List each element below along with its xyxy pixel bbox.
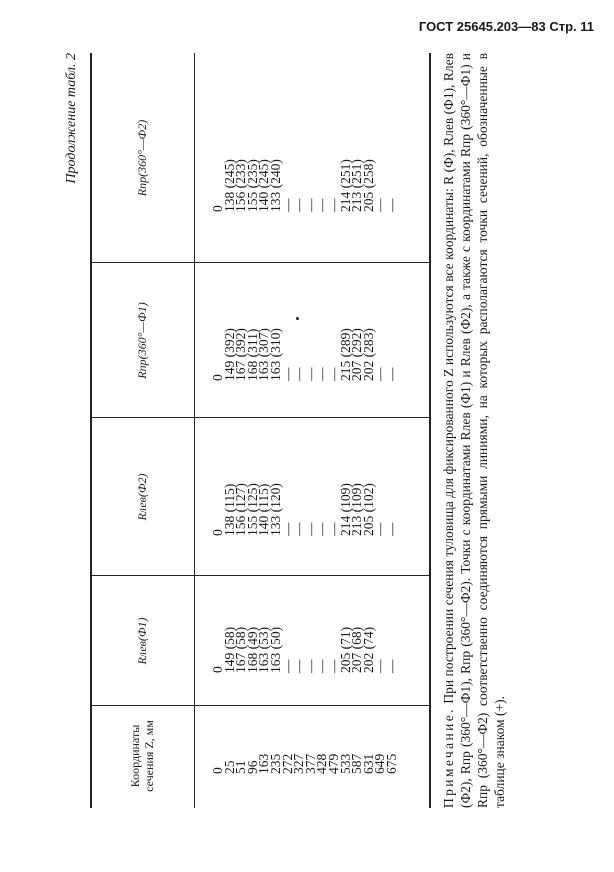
table-cell: — bbox=[383, 367, 399, 381]
table-cell: 213 (109) bbox=[349, 483, 365, 536]
table-cell: 205 (102) bbox=[360, 483, 376, 536]
table-cell: 0 bbox=[210, 205, 225, 212]
table-cell: 587 bbox=[349, 753, 365, 774]
table-cell: 163 (307) bbox=[256, 328, 272, 381]
table-cell: — bbox=[279, 367, 295, 381]
table-bottom-border bbox=[429, 53, 431, 808]
table-cell: — bbox=[314, 659, 330, 673]
table-cell: 156 (127) bbox=[233, 483, 249, 536]
table-cell: — bbox=[372, 522, 388, 536]
table-cell: 167 (58) bbox=[233, 626, 249, 673]
table-cell: 207 (292) bbox=[349, 328, 365, 381]
table-cell: — bbox=[279, 522, 295, 536]
table-cell: — bbox=[383, 198, 399, 212]
table-cell: 207 (68) bbox=[349, 626, 365, 673]
table-cell: — bbox=[302, 522, 318, 536]
table-cell: 51 bbox=[233, 760, 249, 774]
table-cell: — bbox=[383, 659, 399, 673]
table-cell: — bbox=[372, 198, 388, 212]
column-rlev-f2 bbox=[212, 483, 398, 536]
table-cell: 0 bbox=[210, 767, 225, 774]
table-cell: — bbox=[291, 367, 307, 381]
table-cell: 133 (240) bbox=[267, 159, 283, 212]
note-lead: Примечание. bbox=[441, 707, 456, 808]
table-cell: — bbox=[314, 522, 330, 536]
table-cell: 155 (125) bbox=[244, 483, 260, 536]
table-cell: — bbox=[372, 659, 388, 673]
header-rpr-f2: Rпр(360°—Ф2) bbox=[135, 119, 149, 197]
table-cell: 213 (251) bbox=[349, 159, 365, 212]
table-cell: — bbox=[383, 522, 399, 536]
table-header-border bbox=[194, 53, 195, 808]
table-cell: 479 bbox=[325, 753, 341, 774]
table-cell: 163 (53) bbox=[256, 626, 272, 673]
table-cell: 205 (71) bbox=[337, 626, 353, 673]
table-cell: 631 bbox=[360, 753, 376, 774]
table-cell: 205 (258) bbox=[360, 159, 376, 212]
table-cell: 168 (311) bbox=[244, 328, 260, 381]
table-cell: — bbox=[291, 198, 307, 212]
table-cell: 214 (109) bbox=[337, 483, 353, 536]
column-rpr-f2 bbox=[212, 159, 398, 212]
table-cell: 649 bbox=[372, 753, 388, 774]
table-cell: — bbox=[302, 367, 318, 381]
table-cell: — bbox=[291, 522, 307, 536]
table-cell: 163 (50) bbox=[267, 626, 283, 673]
table-cell: 0 bbox=[210, 666, 225, 673]
column-z bbox=[212, 754, 398, 774]
table-cell: 133 (120) bbox=[267, 483, 283, 536]
table-cell: 140 (245) bbox=[256, 159, 272, 212]
table-cell: 202 (283) bbox=[360, 328, 376, 381]
table-cell: — bbox=[302, 198, 318, 212]
table-cell: 327 bbox=[291, 753, 307, 774]
table-cell: 149 (392) bbox=[221, 328, 237, 381]
table-cell: 163 bbox=[256, 753, 272, 774]
note-text: При построении сечения туловища для фиксированного Z используются все координаты: R (Ф), Rлев (Ф1), Rлев (Ф2), Rпр (360°—Ф1), Rпр (360°—Ф2). Точки с координатами Rлев (Ф1) и Rлев (Ф2), а также с координатами Rпр (360°—Ф1) и Rпр (360°—Ф2) соответственно соединяются прямыми линиями, на которых располагаются точки сечений, обозначенные в таблице знаком (+). bbox=[441, 53, 507, 808]
table-cell: 163 (310) bbox=[267, 328, 283, 381]
table-cell: 202 (74) bbox=[360, 626, 376, 673]
table-cell: 149 (58) bbox=[221, 626, 237, 673]
table-cell: 214 (251) bbox=[337, 159, 353, 212]
table-cell: 156 (233) bbox=[233, 159, 249, 212]
table-cell: — bbox=[325, 198, 341, 212]
table-cell: 0 bbox=[210, 529, 225, 536]
table-cell: — bbox=[302, 659, 318, 673]
table-cell: — bbox=[325, 367, 341, 381]
header-rpr-f1: Rпр(360°—Ф1) bbox=[135, 302, 149, 379]
table-continuation-label: Продолжение табл. 2 bbox=[64, 53, 79, 184]
table-cell: 167 (392) bbox=[233, 328, 249, 381]
table-cell: — bbox=[314, 198, 330, 212]
table-cell: 377 bbox=[302, 753, 318, 774]
table-cell: 155 (235) bbox=[244, 159, 260, 212]
header-rlev-f2: Rлев(Ф2) bbox=[135, 473, 149, 521]
table-note bbox=[440, 53, 508, 808]
page-header: ГОСТ 25645.203—83 Стр. 11 bbox=[418, 19, 594, 34]
header-rlev-f1: Rлев(Ф1) bbox=[135, 617, 149, 665]
table-cell: 96 bbox=[244, 760, 260, 774]
header-coordinates: Координаты сечения Z, мм bbox=[128, 720, 156, 792]
table-cell: 215 (289) bbox=[337, 328, 353, 381]
table-cell: 0 bbox=[210, 374, 225, 381]
table-cell: 272 bbox=[279, 753, 295, 774]
table-cell: 140 (115) bbox=[256, 483, 272, 536]
table-cell: — bbox=[291, 659, 307, 673]
table-cell: — bbox=[325, 659, 341, 673]
table-cell: — bbox=[372, 367, 388, 381]
table-cell: 138 (115) bbox=[221, 483, 237, 536]
table-cell: 428 bbox=[314, 753, 330, 774]
rotated-content bbox=[64, 53, 569, 808]
column-rlev-f1 bbox=[212, 627, 398, 673]
table-cell: 675 bbox=[383, 753, 399, 774]
table-cell: 235 bbox=[267, 753, 283, 774]
table-cell: — bbox=[325, 522, 341, 536]
data-table bbox=[90, 53, 430, 808]
table-cell: 138 (245) bbox=[221, 159, 237, 212]
table-cell: — bbox=[279, 198, 295, 212]
table-cell: — bbox=[279, 659, 295, 673]
table-cell: 25 bbox=[221, 760, 237, 774]
table-cell: 533 bbox=[337, 753, 353, 774]
column-rpr-f1 bbox=[212, 328, 398, 381]
table-cell: — bbox=[314, 367, 330, 381]
table-cell: 168 (49) bbox=[244, 626, 260, 673]
